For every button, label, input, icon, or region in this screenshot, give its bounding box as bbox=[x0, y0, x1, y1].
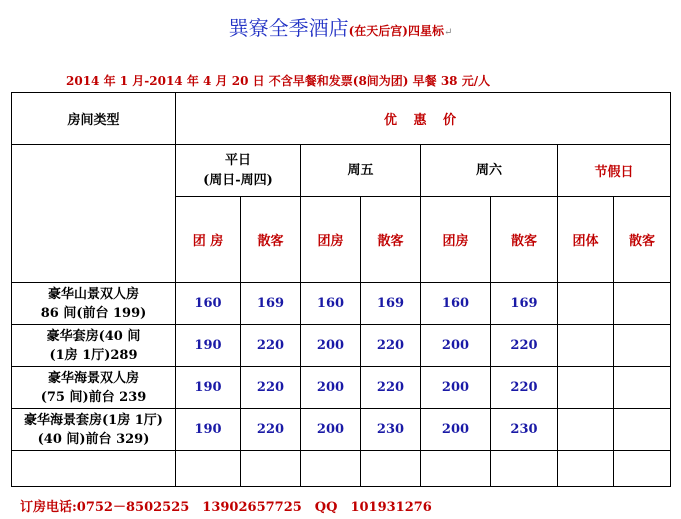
group-header: 团体 bbox=[558, 197, 614, 283]
price-cell: 230 bbox=[491, 409, 558, 451]
room-type-header: 房间类型 bbox=[12, 93, 176, 145]
room-name-cell bbox=[12, 367, 176, 409]
empty-cell bbox=[241, 451, 301, 487]
price-cell: 220 bbox=[241, 325, 301, 367]
weekday-header bbox=[176, 145, 301, 197]
weekday-label: 平日 bbox=[224, 152, 251, 168]
price-cell: 160 bbox=[176, 283, 241, 325]
group-room-header: 团房 bbox=[301, 197, 361, 283]
room-detail: (75 间)前台 239 bbox=[40, 389, 147, 405]
price-cell: 220 bbox=[361, 367, 421, 409]
room-detail: 86 间(前台 199) bbox=[40, 305, 147, 321]
hotel-rating: (在天后宫)四星标 bbox=[348, 24, 444, 38]
table-row bbox=[12, 283, 671, 325]
price-cell: 220 bbox=[361, 325, 421, 367]
empty-table-row bbox=[12, 451, 671, 487]
friday-header: 周五 bbox=[301, 145, 421, 197]
empty-header-cell bbox=[12, 145, 176, 283]
price-cell: 190 bbox=[176, 325, 241, 367]
empty-cell bbox=[301, 451, 361, 487]
document-title bbox=[0, 12, 681, 41]
price-cell: 190 bbox=[176, 409, 241, 451]
price-cell: 200 bbox=[301, 409, 361, 451]
group-room-header: 团房 bbox=[421, 197, 491, 283]
empty-cell bbox=[491, 451, 558, 487]
price-cell bbox=[558, 283, 614, 325]
group-room-header: 团 房 bbox=[176, 197, 241, 283]
rate-note: 2014 年 1 月-2014 年 4 月 20 日 不含早餐和发票(8间为团) 早餐 38 元/人 bbox=[66, 74, 491, 88]
empty-cell bbox=[361, 451, 421, 487]
table-row bbox=[12, 367, 671, 409]
weekday-range: (周日-周四) bbox=[203, 172, 273, 188]
table-row bbox=[12, 409, 671, 451]
price-cell bbox=[614, 283, 671, 325]
walk-in-header: 散客 bbox=[491, 197, 558, 283]
empty-cell bbox=[176, 451, 241, 487]
price-cell: 220 bbox=[491, 367, 558, 409]
price-cell bbox=[614, 325, 671, 367]
hotel-name: 巽寮全季酒店 bbox=[228, 16, 349, 40]
empty-cell bbox=[12, 451, 176, 487]
price-cell: 190 bbox=[176, 367, 241, 409]
walk-in-header: 散客 bbox=[614, 197, 671, 283]
price-cell: 169 bbox=[361, 283, 421, 325]
price-cell: 230 bbox=[361, 409, 421, 451]
price-cell: 200 bbox=[421, 367, 491, 409]
room-name: 豪华海景双人房 bbox=[47, 370, 139, 386]
table-row bbox=[12, 325, 671, 367]
price-cell: 169 bbox=[241, 283, 301, 325]
price-cell: 220 bbox=[241, 409, 301, 451]
price-cell: 200 bbox=[301, 325, 361, 367]
empty-cell bbox=[421, 451, 491, 487]
room-name-cell bbox=[12, 325, 176, 367]
price-cell: 200 bbox=[421, 325, 491, 367]
price-cell: 160 bbox=[421, 283, 491, 325]
room-detail: (1房 1厅)289 bbox=[49, 347, 138, 363]
booking-contact: 订房电话:0752－8502525 13902657725 QQ 101931276 bbox=[20, 500, 432, 515]
price-cell bbox=[558, 325, 614, 367]
price-cell: 169 bbox=[491, 283, 558, 325]
saturday-header: 周六 bbox=[421, 145, 558, 197]
room-name-cell bbox=[12, 409, 176, 451]
holiday-header: 节假日 bbox=[558, 145, 671, 197]
price-cell: 220 bbox=[491, 325, 558, 367]
room-name-cell bbox=[12, 283, 176, 325]
price-cell bbox=[558, 367, 614, 409]
room-name: 豪华山景双人房 bbox=[47, 286, 139, 302]
price-cell: 220 bbox=[241, 367, 301, 409]
price-cell: 200 bbox=[421, 409, 491, 451]
price-cell bbox=[614, 409, 671, 451]
price-cell bbox=[614, 367, 671, 409]
room-name: 豪华海景套房(1房 1厅) bbox=[24, 412, 163, 428]
price-cell: 160 bbox=[301, 283, 361, 325]
room-name: 豪华套房(40 间 bbox=[46, 328, 141, 344]
price-cell bbox=[558, 409, 614, 451]
walk-in-header: 散客 bbox=[361, 197, 421, 283]
price-header: 优 惠 价 bbox=[176, 93, 671, 145]
rate-table bbox=[11, 92, 671, 487]
price-cell: 200 bbox=[301, 367, 361, 409]
paragraph-mark: ↵ bbox=[443, 27, 453, 38]
empty-cell bbox=[614, 451, 671, 487]
room-detail: (40 间)前台 329) bbox=[37, 431, 150, 447]
header-row-1 bbox=[12, 93, 671, 145]
header-row-2 bbox=[12, 145, 671, 197]
empty-cell bbox=[558, 451, 614, 487]
walk-in-header: 散客 bbox=[241, 197, 301, 283]
